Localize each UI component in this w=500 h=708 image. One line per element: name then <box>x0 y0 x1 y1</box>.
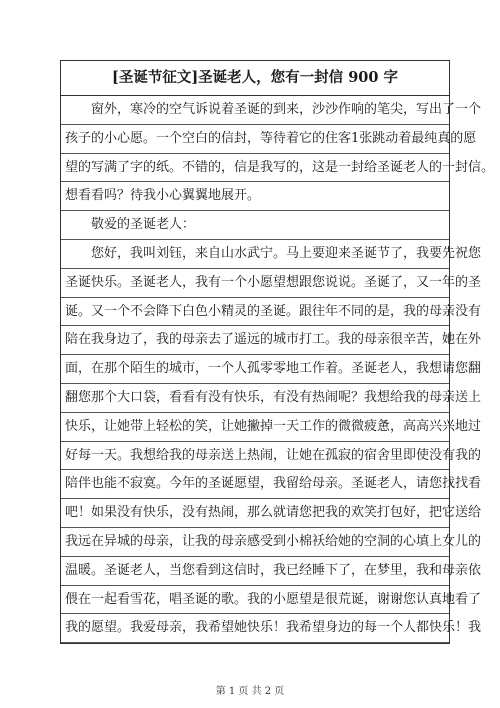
text-line: 望的写满了字的纸。不错的，信是我写的，这是一封给圣诞老人的一封信。 <box>61 154 449 183</box>
text-line: 偎在一起看雪花，唱圣诞的歌。我的小愿望是很荒诞，谢谢您认真地看了 <box>61 586 449 615</box>
text-line: 您好，我叫刘钰，来自山水武宁。马上要迎来圣诞节了，我要先祝您 <box>61 240 449 269</box>
text-line: 陪伴也能不寂寞。今年的圣诞愿望，我留给母亲。圣诞老人，请您找找看 <box>61 470 449 499</box>
text-line: 面，在那个陌生的城市，一个人孤零零地工作着。圣诞老人，我想请您翻 <box>61 355 449 384</box>
text-line: 吧！如果没有快乐，没有热闹，那么就请您把我的欢笑打包好，把它送给 <box>61 499 449 528</box>
document-title: [圣诞节征文]圣诞老人，您有一封信 900 字 <box>61 61 449 96</box>
letter-frame <box>60 60 495 644</box>
text-line: 快乐，让她带上轻松的笑，让她撇掉一天工作的微微疲惫，高高兴兴地过 <box>61 413 449 442</box>
text-line: 圣诞快乐。圣诞老人，我有一个小愿望想跟您说说。圣诞了，又一年的圣 <box>61 269 449 298</box>
text-line: 陪在我身边了，我的母亲去了遥远的城市打工。我的母亲很辛苦，她在外 <box>61 326 449 355</box>
text-line: 温暖。圣诞老人，当您看到这信时，我已经睡下了，在梦里，我和母亲依 <box>61 557 449 586</box>
text-lines <box>61 96 495 643</box>
text-line: 诞。又一个不会降下白色小精灵的圣诞。跟往年不同的是，我的母亲没有 <box>61 298 449 327</box>
text-line: 窗外，寒冷的空气诉说着圣诞的到来，沙沙作响的笔尖，写出了一个 <box>61 96 449 125</box>
text-line: 敬爱的圣诞老人： <box>61 211 449 240</box>
text-line: 我远在异城的母亲，让我的母亲感受到小棉袄给她的空洞的心填上女儿的 <box>61 528 449 557</box>
text-line: 好每一天。我想给我的母亲送上热闹，让她在孤寂的宿舍里即使没有我的 <box>61 442 449 471</box>
page-footer: 第 1 页 共 2 页 <box>215 686 285 697</box>
text-line: 孩子的小心愿。一个空白的信封，等待着它的住客1张跳动着最纯真的愿 <box>61 125 449 154</box>
text-line: 翻您那个大口袋，看看有没有快乐，有没有热闹呢？我想给我的母亲送上 <box>61 384 449 413</box>
text-line: 我的愿望。我爱母亲，我希望她快乐！我希望身边的每一个人都快乐！我 <box>61 614 449 643</box>
text-line: 想看看吗？待我小心翼翼地展开。 <box>61 182 449 211</box>
